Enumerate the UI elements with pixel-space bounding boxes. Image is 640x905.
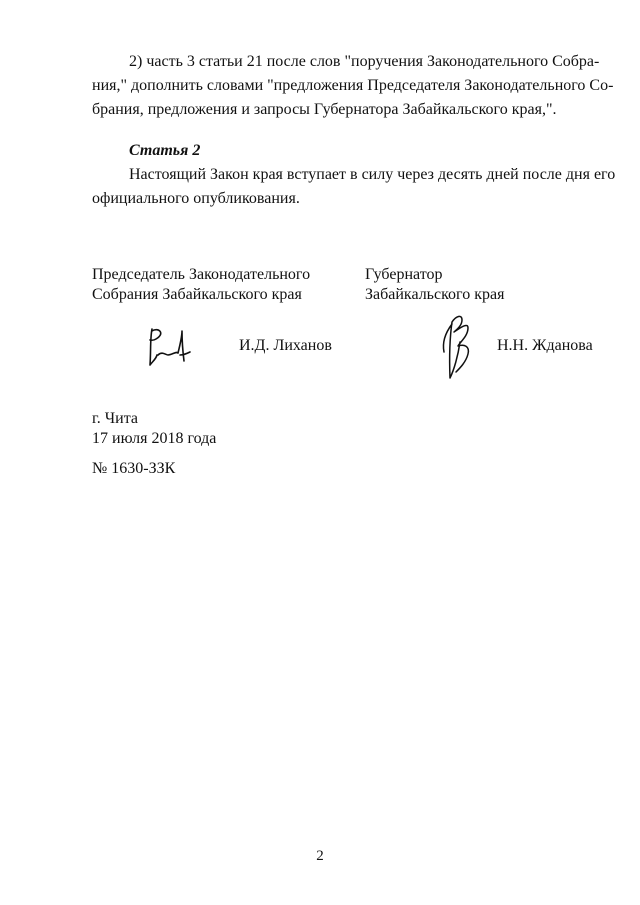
right-signatory-title: [365, 265, 504, 305]
left-title-line-2: Собрания Забайкальского края: [92, 286, 302, 303]
city: г. Чита: [92, 410, 139, 427]
article-body: [92, 163, 616, 211]
page-number: 2: [316, 848, 324, 864]
right-signatory-name: Н.Н. Жданова: [497, 337, 593, 354]
place-and-date: [92, 409, 216, 449]
article-line-1: Настоящий Закон края вступает в силу через десять дней после дня его: [129, 166, 616, 183]
right-title-line-2: Забайкальского края: [365, 286, 505, 303]
article-line-2: официального опубликования.: [92, 190, 300, 207]
signing-date: 17 июля 2018 года: [92, 430, 217, 447]
amendment-line-1: 2) часть 3 статьи 21 после слов "поручения Законодательного Собра-: [129, 53, 600, 70]
amendment-line-3: брания, предложения и запросы Губернатора Забайкальского края,".: [92, 101, 557, 118]
amendment-paragraph: [92, 50, 614, 122]
right-handwritten-signature: [438, 312, 484, 384]
left-signatory-name: И.Д. Лиханов: [239, 337, 332, 354]
right-title-line-1: Губернатор: [365, 266, 443, 283]
law-number: № 1630-ЗЗК: [92, 460, 176, 477]
left-title-line-1: Председатель Законодательного: [92, 266, 311, 283]
left-signatory-title: [92, 265, 310, 305]
amendment-line-2: ния," дополнить словами "предложения Председателя Законодательного Со-: [92, 77, 614, 94]
article-heading: Статья 2: [129, 142, 201, 159]
left-handwritten-signature: [144, 325, 192, 371]
